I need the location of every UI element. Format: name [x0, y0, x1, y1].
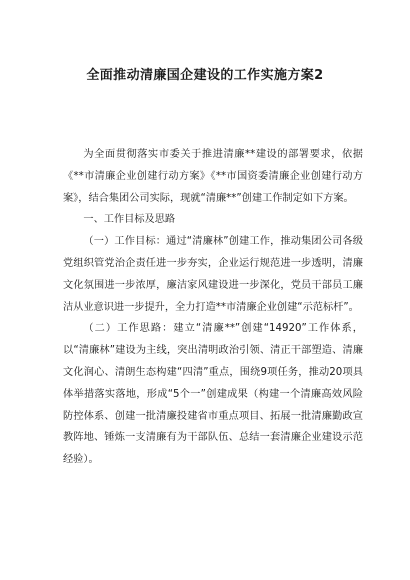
approach-paragraph: （二）工作思路：建立“清廉**”创建“14920”工作体系，以“清廉林”建设为主线，突出清明政治引领、清正干部塑造、清廉文化润心、清朗生态构建“四清”重点，围绕9项任务，推动20项具体举措落实落地，形成“5个一”创建成果（构建一个清廉高效风险防控体系、创建一批清廉投建省市重点项目、拓展一批清廉勤政宣教阵地、锤炼一支清廉有为干部队伍、总结一套清廉企业建设示范经验）。 — [63, 323, 363, 466]
document-title: 全面推动清廉国企建设的工作实施方案2 — [86, 68, 324, 83]
goal-paragraph: （一）工作目标：通过“清廉林”创建工作，推动集团公司各级党组织管党治企责任进一步夯实，企业运行规范进一步透明，清廉文化氛围进一步浓厚，廉洁家风建设进一步深化，党员干部员工廉洁从业意识进一步提升，全力打造**市清廉企业创建“示范标杆”。 — [63, 236, 363, 313]
document-body — [63, 144, 363, 471]
section-heading: 一、工作目标及思路 — [83, 214, 176, 226]
intro-paragraph: 为全面贯彻落实市委关于推进清廉**建设的部署要求，依据《**市清廉企业创建行动方案》《**市国资委清廉企业创建行动方案》，结合集团公司实际，现就“清廉**”创建工作制定如下方案。 — [63, 149, 363, 204]
